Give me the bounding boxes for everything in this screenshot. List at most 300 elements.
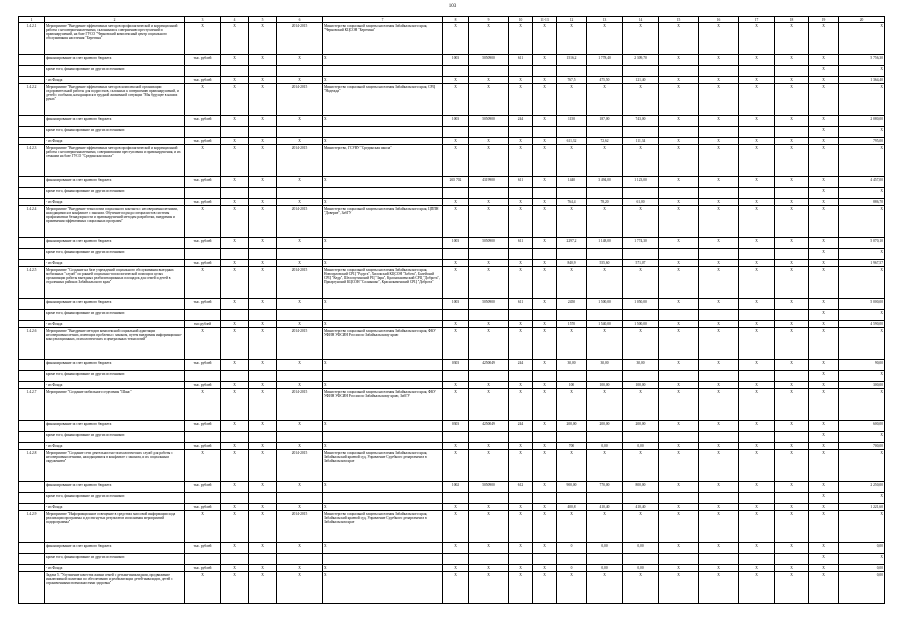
table-cell: X bbox=[775, 138, 809, 145]
table-cell: 0303 bbox=[443, 360, 469, 371]
table-cell: X bbox=[221, 443, 249, 450]
table-cell: 795,00 bbox=[839, 138, 885, 145]
table-cell: X bbox=[249, 482, 277, 493]
table-cell bbox=[443, 188, 469, 199]
table-cell bbox=[323, 249, 443, 260]
table-cell bbox=[323, 432, 443, 443]
table-cell: 475,50 bbox=[587, 77, 623, 84]
table-cell: X bbox=[699, 260, 739, 267]
table-cell: X bbox=[775, 328, 809, 360]
table-cell bbox=[533, 432, 557, 443]
table-cell: X bbox=[659, 572, 699, 604]
table-cell: 100,00 bbox=[587, 382, 623, 389]
table-cell: X bbox=[469, 77, 509, 84]
table-cell: X bbox=[623, 267, 659, 299]
table-cell bbox=[443, 249, 469, 260]
table-cell: 800,00 bbox=[623, 482, 659, 493]
budget-financing-row bbox=[19, 116, 885, 127]
table-cell: X bbox=[221, 260, 249, 267]
row-code-cell bbox=[19, 77, 45, 84]
table-cell: X bbox=[509, 199, 533, 206]
table-cell: X bbox=[775, 421, 809, 432]
table-cell: X bbox=[443, 260, 469, 267]
table-cell: X bbox=[533, 328, 557, 360]
table-cell bbox=[221, 127, 249, 138]
column-number-cell: 4 bbox=[221, 17, 249, 23]
table-cell: 0,00 bbox=[587, 543, 623, 554]
table-cell: X bbox=[249, 145, 277, 177]
table-cell bbox=[469, 127, 509, 138]
table-cell bbox=[469, 310, 509, 321]
column-number-cell: 12 bbox=[557, 17, 587, 23]
table-cell: тыс. рублей bbox=[185, 138, 221, 145]
fund-row bbox=[19, 443, 885, 450]
table-cell: 30,00 bbox=[557, 360, 587, 371]
row-code-cell bbox=[19, 116, 45, 127]
table-cell: Министерство социальной защиты населения Забайкальского края, ФКУ УФИН УФСИН России по Забайкальскому краю, ЗабГУ bbox=[323, 389, 443, 421]
column-number-cell: 11-13 bbox=[533, 17, 557, 23]
table-cell: тыс. рублей bbox=[185, 360, 221, 371]
table-cell: X bbox=[739, 138, 775, 145]
table-cell: 2014-2015 bbox=[277, 328, 323, 360]
table-cell: X bbox=[699, 238, 739, 249]
table-cell bbox=[587, 310, 623, 321]
table-cell: X bbox=[809, 482, 839, 493]
table-cell bbox=[739, 432, 775, 443]
row-description-cell: финансирование за счет краевого бюджета bbox=[45, 482, 185, 493]
program-measures-table bbox=[18, 16, 885, 604]
table-cell: Министерство социальной защиты населения Забайкальского края, "Черновский КЦСОН "Берегиня" bbox=[323, 23, 443, 55]
other-sources-row bbox=[19, 66, 885, 77]
fund-row bbox=[19, 199, 885, 206]
table-cell: X bbox=[533, 267, 557, 299]
row-code-cell: 1.4.2.6 bbox=[19, 328, 45, 360]
column-number-cell: 2 bbox=[45, 17, 185, 23]
table-cell: X bbox=[587, 206, 623, 238]
table-cell: X bbox=[659, 267, 699, 299]
row-description-cell: кроме того, финансирование из других источников: bbox=[45, 310, 185, 321]
table-cell: X bbox=[587, 328, 623, 360]
table-cell: Министерство социальной защиты населения Забайкальского края, СРЦ "Надежда" bbox=[323, 84, 443, 116]
table-cell: X bbox=[469, 145, 509, 177]
table-cell bbox=[443, 127, 469, 138]
table-cell: X bbox=[699, 77, 739, 84]
table-cell: X bbox=[533, 177, 557, 188]
table-cell: X bbox=[323, 116, 443, 127]
table-cell: X bbox=[699, 267, 739, 299]
table-cell: X bbox=[809, 382, 839, 389]
table-cell: X bbox=[249, 328, 277, 360]
table-cell: X bbox=[249, 511, 277, 543]
table-cell bbox=[557, 249, 587, 260]
table-cell bbox=[221, 188, 249, 199]
table-cell: X bbox=[443, 321, 469, 328]
table-cell: X bbox=[277, 572, 323, 604]
table-cell: X bbox=[839, 389, 885, 421]
table-cell: X bbox=[699, 572, 739, 604]
table-cell: X bbox=[509, 389, 533, 421]
table-cell: X bbox=[249, 199, 277, 206]
table-cell: 571,07 bbox=[623, 260, 659, 267]
row-code-cell bbox=[19, 55, 45, 66]
table-cell: X bbox=[509, 267, 533, 299]
table-cell: X bbox=[443, 138, 469, 145]
table-cell: X bbox=[839, 450, 885, 482]
table-cell: X bbox=[469, 84, 509, 116]
table-cell: X bbox=[659, 482, 699, 493]
row-code-cell bbox=[19, 260, 45, 267]
row-description-cell: кроме того, финансирование из других источников: bbox=[45, 127, 185, 138]
table-cell: X bbox=[699, 145, 739, 177]
table-cell: 5050900 bbox=[469, 299, 509, 310]
table-cell: X bbox=[323, 543, 443, 554]
table-cell: X bbox=[249, 238, 277, 249]
table-cell bbox=[469, 371, 509, 382]
budget-financing-row bbox=[19, 482, 885, 493]
table-cell: 3 494,00 bbox=[587, 177, 623, 188]
row-description-cell: кроме того, финансирование из других источников: bbox=[45, 66, 185, 77]
table-cell: X bbox=[775, 443, 809, 450]
table-cell: X bbox=[775, 382, 809, 389]
table-cell bbox=[659, 493, 699, 504]
table-cell: X bbox=[221, 572, 249, 604]
table-cell: X bbox=[221, 199, 249, 206]
table-cell: X bbox=[587, 145, 623, 177]
row-code-cell bbox=[19, 371, 45, 382]
table-cell: 2 309,70 bbox=[623, 55, 659, 66]
table-cell: X bbox=[699, 482, 739, 493]
table-cell bbox=[323, 66, 443, 77]
table-cell: 5050900 bbox=[469, 238, 509, 249]
table-cell: X bbox=[533, 299, 557, 310]
table-cell: 770,00 bbox=[587, 482, 623, 493]
table-cell: X bbox=[809, 421, 839, 432]
table-cell: X bbox=[623, 328, 659, 360]
table-cell: X bbox=[277, 116, 323, 127]
table-cell: X bbox=[839, 371, 885, 382]
table-cell: X bbox=[509, 84, 533, 116]
table-cell: 764,4 bbox=[557, 199, 587, 206]
table-cell: X bbox=[469, 389, 509, 421]
table-cell: X bbox=[809, 360, 839, 371]
row-code-cell bbox=[19, 360, 45, 371]
table-cell: X bbox=[739, 55, 775, 66]
table-cell: 611 bbox=[509, 55, 533, 66]
table-cell: 244 bbox=[509, 116, 533, 127]
row-description-cell: - из Фонда bbox=[45, 199, 185, 206]
table-cell: 611 bbox=[509, 238, 533, 249]
other-sources-row bbox=[19, 249, 885, 260]
table-cell: X bbox=[699, 543, 739, 554]
table-cell: X bbox=[699, 199, 739, 206]
table-cell: 200,00 bbox=[557, 421, 587, 432]
table-cell: X bbox=[739, 482, 775, 493]
table-cell: тыс. рублей bbox=[185, 55, 221, 66]
table-cell: X bbox=[659, 360, 699, 371]
table-cell: 0,00 bbox=[839, 565, 885, 572]
row-code-cell bbox=[19, 199, 45, 206]
table-cell: 0,00 bbox=[839, 543, 885, 554]
table-cell: X bbox=[469, 199, 509, 206]
table-cell bbox=[509, 554, 533, 565]
table-cell: 0,00 bbox=[587, 443, 623, 450]
table-cell: X bbox=[659, 116, 699, 127]
table-cell: X bbox=[739, 238, 775, 249]
row-description-cell: Мероприятие "Внедрение эффективных методов комплексной организации оздоровительной работы для подростков, склонных к совершению правонарушений, и детей с особыми, находящихся в трудной жизненной ситуации "Мы будущее в наших руках" bbox=[45, 84, 185, 116]
table-cell: X bbox=[623, 450, 659, 482]
table-cell: X bbox=[185, 145, 221, 177]
table-cell: X bbox=[699, 84, 739, 116]
table-cell bbox=[623, 432, 659, 443]
row-description-cell: - из Фонда bbox=[45, 382, 185, 389]
table-cell: X bbox=[249, 504, 277, 511]
fund-row bbox=[19, 260, 885, 267]
table-cell: X bbox=[533, 238, 557, 249]
row-description-cell: кроме того, финансирование из других источников: bbox=[45, 371, 185, 382]
table-cell bbox=[533, 371, 557, 382]
table-cell bbox=[623, 249, 659, 260]
table-cell bbox=[185, 554, 221, 565]
table-cell bbox=[775, 188, 809, 199]
table-cell: X bbox=[739, 77, 775, 84]
table-cell: X bbox=[443, 206, 469, 238]
table-cell: 1 050,00 bbox=[623, 299, 659, 310]
table-cell bbox=[469, 554, 509, 565]
table-cell: X bbox=[557, 145, 587, 177]
table-cell: X bbox=[533, 504, 557, 511]
table-cell bbox=[221, 371, 249, 382]
table-cell: X bbox=[659, 511, 699, 543]
table-cell: 2014-2015 bbox=[277, 206, 323, 238]
table-cell: X bbox=[809, 328, 839, 360]
page-number: 103 bbox=[448, 4, 457, 9]
table-cell: X bbox=[659, 321, 699, 328]
measure-row bbox=[19, 84, 885, 116]
table-cell: 1 123,00 bbox=[623, 177, 659, 188]
row-code-cell bbox=[19, 177, 45, 188]
table-cell: X bbox=[533, 199, 557, 206]
measure-row bbox=[19, 328, 885, 360]
table-cell: X bbox=[809, 572, 839, 604]
table-cell: X bbox=[739, 565, 775, 572]
table-cell: X bbox=[249, 55, 277, 66]
table-cell: X bbox=[533, 511, 557, 543]
table-cell: X bbox=[809, 493, 839, 504]
table-cell: X bbox=[443, 565, 469, 572]
table-cell: 0,00 bbox=[623, 443, 659, 450]
table-cell: 78,20 bbox=[587, 199, 623, 206]
table-cell: 5050900 bbox=[469, 482, 509, 493]
table-cell: X bbox=[249, 450, 277, 482]
table-cell: X bbox=[249, 389, 277, 421]
table-cell: X bbox=[587, 572, 623, 604]
table-cell: X bbox=[509, 321, 533, 328]
table-cell bbox=[509, 66, 533, 77]
column-number-cell: 5 bbox=[249, 17, 277, 23]
table-cell: 5 000,00 bbox=[839, 299, 885, 310]
table-cell bbox=[469, 493, 509, 504]
table-cell bbox=[623, 310, 659, 321]
row-description-cell: кроме того, финансирование из других источников: bbox=[45, 188, 185, 199]
table-cell: 1 148,00 bbox=[587, 238, 623, 249]
table-cell: X bbox=[509, 145, 533, 177]
table-cell: X bbox=[443, 504, 469, 511]
table-cell bbox=[249, 493, 277, 504]
table-cell: 743,00 bbox=[623, 116, 659, 127]
budget-financing-row bbox=[19, 421, 885, 432]
table-cell: X bbox=[221, 238, 249, 249]
table-cell: Министерство, ГСУВУ "Срединская школа" bbox=[323, 145, 443, 177]
table-cell: X bbox=[739, 389, 775, 421]
table-cell: X bbox=[221, 321, 249, 328]
table-cell: X bbox=[839, 432, 885, 443]
table-cell: X bbox=[533, 145, 557, 177]
table-cell bbox=[775, 127, 809, 138]
table-cell bbox=[221, 249, 249, 260]
table-cell: X bbox=[509, 206, 533, 238]
table-cell: X bbox=[809, 127, 839, 138]
table-cell: тыс. рублей bbox=[185, 260, 221, 267]
table-cell: X bbox=[839, 127, 885, 138]
row-code-cell: 1.4.2.3 bbox=[19, 145, 45, 177]
table-cell: 2 250,00 bbox=[839, 482, 885, 493]
table-cell: 611 bbox=[509, 177, 533, 188]
table-cell: X bbox=[469, 267, 509, 299]
table-cell bbox=[185, 249, 221, 260]
table-cell: X bbox=[623, 145, 659, 177]
table-cell bbox=[323, 188, 443, 199]
table-cell bbox=[277, 188, 323, 199]
row-description-cell: Задача 5. "Улучшение качества жизни семей с детьми-инвалидами, продвижение инклюзивной политики по обеспечению и реабилитации детей-инвалидов, детей с ограниченными возможностями здоровья" bbox=[45, 572, 185, 604]
row-code-cell: 1.4.2.9 bbox=[19, 511, 45, 543]
row-description-cell: - из Фонда bbox=[45, 443, 185, 450]
table-cell: X bbox=[533, 565, 557, 572]
table-cell: X bbox=[221, 206, 249, 238]
table-cell: X bbox=[839, 328, 885, 360]
table-cell bbox=[509, 432, 533, 443]
table-cell: X bbox=[185, 206, 221, 238]
table-cell: 1 364,40 bbox=[839, 77, 885, 84]
table-cell: X bbox=[587, 84, 623, 116]
table-cell: 0,00 bbox=[587, 565, 623, 572]
table-cell bbox=[775, 554, 809, 565]
row-description-cell: Мероприятие "Создание мобильного отделения "Шанс" bbox=[45, 389, 185, 421]
table-cell bbox=[323, 493, 443, 504]
table-cell: X bbox=[775, 360, 809, 371]
table-cell: X bbox=[659, 206, 699, 238]
row-code-cell bbox=[19, 321, 45, 328]
table-cell: 700 bbox=[557, 443, 587, 450]
row-description-cell: - из Фонда bbox=[45, 260, 185, 267]
table-cell: X bbox=[659, 199, 699, 206]
row-description-cell: Мероприятие "Внедрение технологии социального контакта с несовершеннолетними, находящимися в конфликте с законом. Обучение подхода специалистов системы профилактики безнадзорности и правонарушений методам разработки, внедрения и применения эффективных социальных программ" bbox=[45, 206, 185, 238]
table-cell: X bbox=[323, 55, 443, 66]
table-cell: X bbox=[221, 138, 249, 145]
table-cell: X bbox=[775, 511, 809, 543]
table-cell: X bbox=[221, 116, 249, 127]
row-code-cell bbox=[19, 421, 45, 432]
table-cell: 2014-2015 bbox=[277, 450, 323, 482]
table-cell: X bbox=[775, 482, 809, 493]
table-cell: X bbox=[587, 511, 623, 543]
table-cell: X bbox=[323, 572, 443, 604]
table-cell: X bbox=[509, 504, 533, 511]
column-number-cell: 16 bbox=[699, 17, 739, 23]
row-description-cell: - из Фонда bbox=[45, 138, 185, 145]
table-cell: X bbox=[249, 565, 277, 572]
table-cell: 2014-2015 bbox=[277, 84, 323, 116]
table-cell: X bbox=[443, 572, 469, 604]
table-cell: 4 590,00 bbox=[839, 321, 885, 328]
table-cell: 1516,2 bbox=[557, 55, 587, 66]
table-cell: X bbox=[775, 206, 809, 238]
table-cell: 2 080,00 bbox=[839, 116, 885, 127]
table-cell: X bbox=[839, 206, 885, 238]
table-cell: X bbox=[323, 77, 443, 84]
table-cell bbox=[469, 432, 509, 443]
column-number-cell: 14 bbox=[623, 17, 659, 23]
table-cell: тыс. рублей bbox=[185, 116, 221, 127]
table-cell: X bbox=[443, 443, 469, 450]
budget-financing-row bbox=[19, 360, 885, 371]
table-cell: 5050900 bbox=[469, 55, 509, 66]
table-cell bbox=[623, 371, 659, 382]
table-cell: X bbox=[775, 145, 809, 177]
table-cell bbox=[277, 371, 323, 382]
table-cell: 0,00 bbox=[623, 543, 659, 554]
table-cell: X bbox=[775, 450, 809, 482]
column-number-cell: 15 bbox=[659, 17, 699, 23]
table-cell: X bbox=[185, 267, 221, 299]
table-cell: X bbox=[323, 482, 443, 493]
fund-row bbox=[19, 321, 885, 328]
row-code-cell bbox=[19, 382, 45, 389]
table-cell: X bbox=[533, 23, 557, 55]
table-cell: 300,00 bbox=[839, 382, 885, 389]
table-cell: X bbox=[839, 66, 885, 77]
table-cell: 2014-2015 bbox=[277, 145, 323, 177]
table-cell: X bbox=[775, 504, 809, 511]
table-cell: 200,00 bbox=[587, 421, 623, 432]
table-cell: X bbox=[739, 450, 775, 482]
table-cell: 1440 bbox=[557, 177, 587, 188]
table-cell: 90,00 bbox=[839, 360, 885, 371]
table-cell: X bbox=[839, 84, 885, 116]
table-cell: Министерство социальной защиты населения Забайкальского края, ЦППН "Доверие", ЗабГУ bbox=[323, 206, 443, 238]
table-cell bbox=[739, 127, 775, 138]
table-cell: X bbox=[659, 238, 699, 249]
table-cell: X bbox=[739, 84, 775, 116]
table-cell bbox=[249, 66, 277, 77]
table-cell: X bbox=[809, 321, 839, 328]
table-cell: X bbox=[249, 267, 277, 299]
table-cell: 840,9 bbox=[557, 260, 587, 267]
table-cell bbox=[185, 188, 221, 199]
table-cell: 187,00 bbox=[587, 116, 623, 127]
table-cell: X bbox=[557, 572, 587, 604]
table-cell: тыс. рублей bbox=[185, 482, 221, 493]
table-cell: X bbox=[809, 84, 839, 116]
table-cell: X bbox=[221, 267, 249, 299]
table-cell: X bbox=[277, 382, 323, 389]
row-code-cell bbox=[19, 504, 45, 511]
table-cell bbox=[443, 371, 469, 382]
table-cell: X bbox=[323, 138, 443, 145]
table-cell bbox=[699, 371, 739, 382]
table-cell: 2014-2015 bbox=[277, 267, 323, 299]
table-cell: X bbox=[699, 177, 739, 188]
other-sources-row bbox=[19, 432, 885, 443]
